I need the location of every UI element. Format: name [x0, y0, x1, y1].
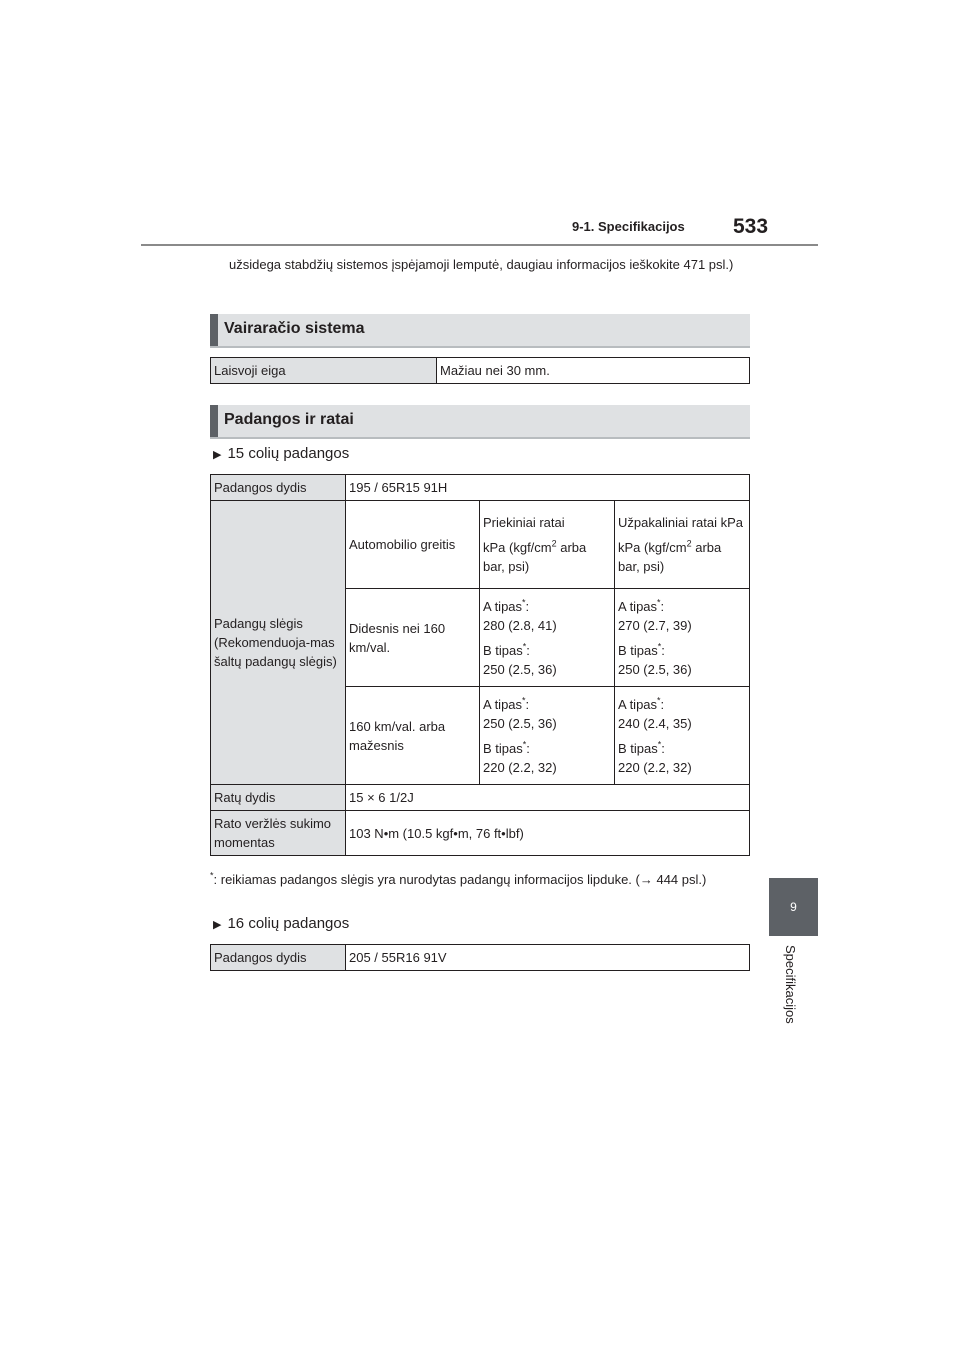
asterisk: * [657, 739, 662, 750]
chapter-tab-label: Specifikacijos [783, 945, 798, 1024]
row2-front-a: 250 (2.5, 36) [483, 715, 557, 731]
footnote-text: : reikiamas padangos slėgis yra nurodytas padangų informacijos lipduke. (→ 444 psl.) [213, 872, 707, 887]
section-tires [210, 405, 750, 439]
wheel-size-value: 15 × 6 1/2J [346, 785, 750, 811]
row2-front-b: 220 (2.2, 32) [483, 759, 557, 775]
section-bar [210, 405, 218, 437]
row1-front-b: 250 (2.5, 36) [483, 661, 557, 677]
row1-rear-a: 270 (2.7, 39) [618, 617, 692, 633]
tire16-table [210, 944, 750, 971]
col-speed: Automobilio greitis [346, 501, 480, 589]
tire16-heading-text: 16 colių padangos [227, 915, 350, 932]
asterisk: * [522, 739, 527, 750]
col-rear [615, 501, 750, 589]
table-row [211, 811, 750, 856]
row2-front: A tipas*: 250 (2.5, 36) B tipas*: 220 (2.2, 32) [480, 687, 615, 785]
type-b: B tipas [483, 740, 523, 756]
type-b: B tipas [618, 642, 658, 658]
tire-size-label: Padangos dydis [211, 475, 346, 501]
table-row [211, 475, 750, 501]
type-a: A tipas [483, 696, 523, 712]
row1-speed: Didesnis nei 160 km/val. [346, 589, 480, 687]
pressure-label: Padangų slėgis (Rekomenduoja-mas šaltų padangų slėgis) [211, 501, 346, 785]
table-row [211, 358, 750, 384]
triangle-icon: ▶ [213, 919, 222, 931]
wheel-size-label: Ratų dydis [211, 785, 346, 811]
tire15-heading [213, 445, 349, 462]
superscript: 2 [686, 538, 692, 549]
tire-size-value: 205 / 55R16 91V [346, 945, 750, 971]
col-front [480, 501, 615, 589]
asterisk: * [522, 641, 527, 652]
type-b: B tipas [618, 740, 658, 756]
row2-rear-a: 240 (2.4, 35) [618, 715, 692, 731]
col-front-unit-rest: arba bar, psi) [483, 540, 587, 574]
type-b: B tipas [483, 642, 523, 658]
freeplay-value: Mažiau nei 30 mm. [437, 358, 750, 384]
col-rear-unit-rest: arba bar, psi) [618, 540, 722, 574]
intro-text: užsidega stabdžių sistemos įspėjamoji lemputė, daugiau informacijos ieškokite 471 psl.) [229, 257, 734, 272]
tire16-heading [213, 915, 349, 932]
row1-front: A tipas*: 280 (2.8, 41) B tipas*: 250 (2.5, 36) [480, 589, 615, 687]
torque-value: 103 N•m (10.5 kgf•m, 76 ft•lbf) [346, 811, 750, 856]
asterisk: * [210, 870, 214, 881]
asterisk: * [522, 695, 526, 706]
header-section: 9-1. Specifikacijos [572, 219, 685, 234]
col-rear-title: Užpakaliniai ratai kPa [618, 515, 744, 530]
type-a: A tipas [618, 598, 658, 614]
chapter-tab[interactable]: 9 [769, 878, 818, 936]
table-row [211, 945, 750, 971]
asterisk: * [657, 597, 661, 608]
section-steering [210, 314, 750, 348]
asterisk: * [657, 641, 662, 652]
torque-label: Rato veržlės sukimo momentas [211, 811, 346, 856]
section-title: Vairaračio sistema [224, 320, 365, 337]
superscript: 2 [551, 538, 557, 549]
row2-rear-b: 220 (2.2, 32) [618, 759, 692, 775]
type-a: A tipas [483, 598, 523, 614]
type-a: A tipas [618, 696, 658, 712]
table-row [211, 501, 750, 589]
table-row [211, 785, 750, 811]
tire-size-value: 195 / 65R15 91H [346, 475, 750, 501]
asterisk: * [522, 597, 526, 608]
row2-rear: A tipas*: 240 (2.4, 35) B tipas*: 220 (2.2, 32) [615, 687, 750, 785]
steering-table [210, 357, 750, 384]
row1-rear: A tipas*: 270 (2.7, 39) B tipas*: 250 (2.5, 36) [615, 589, 750, 687]
section-title: Padangos ir ratai [224, 411, 354, 428]
row1-front-a: 280 (2.8, 41) [483, 617, 557, 633]
page-number: 533 [733, 215, 769, 238]
tire15-heading-text: 15 colių padangos [227, 445, 350, 462]
freeplay-label: Laisvoji eiga [211, 358, 437, 384]
triangle-icon: ▶ [213, 449, 222, 461]
tire15-table [210, 474, 750, 856]
section-bar [210, 314, 218, 346]
col-front-title: Priekiniai ratai [483, 515, 565, 530]
header-rule [141, 244, 818, 246]
asterisk: * [657, 695, 661, 706]
footnote [210, 870, 750, 890]
row2-speed: 160 km/val. arba mažesnis [346, 687, 480, 785]
col-front-unit: kPa (kgf/cm [483, 540, 552, 555]
col-rear-unit: kPa (kgf/cm [618, 540, 687, 555]
row1-rear-b: 250 (2.5, 36) [618, 661, 692, 677]
tire-size-label: Padangos dydis [211, 945, 346, 971]
